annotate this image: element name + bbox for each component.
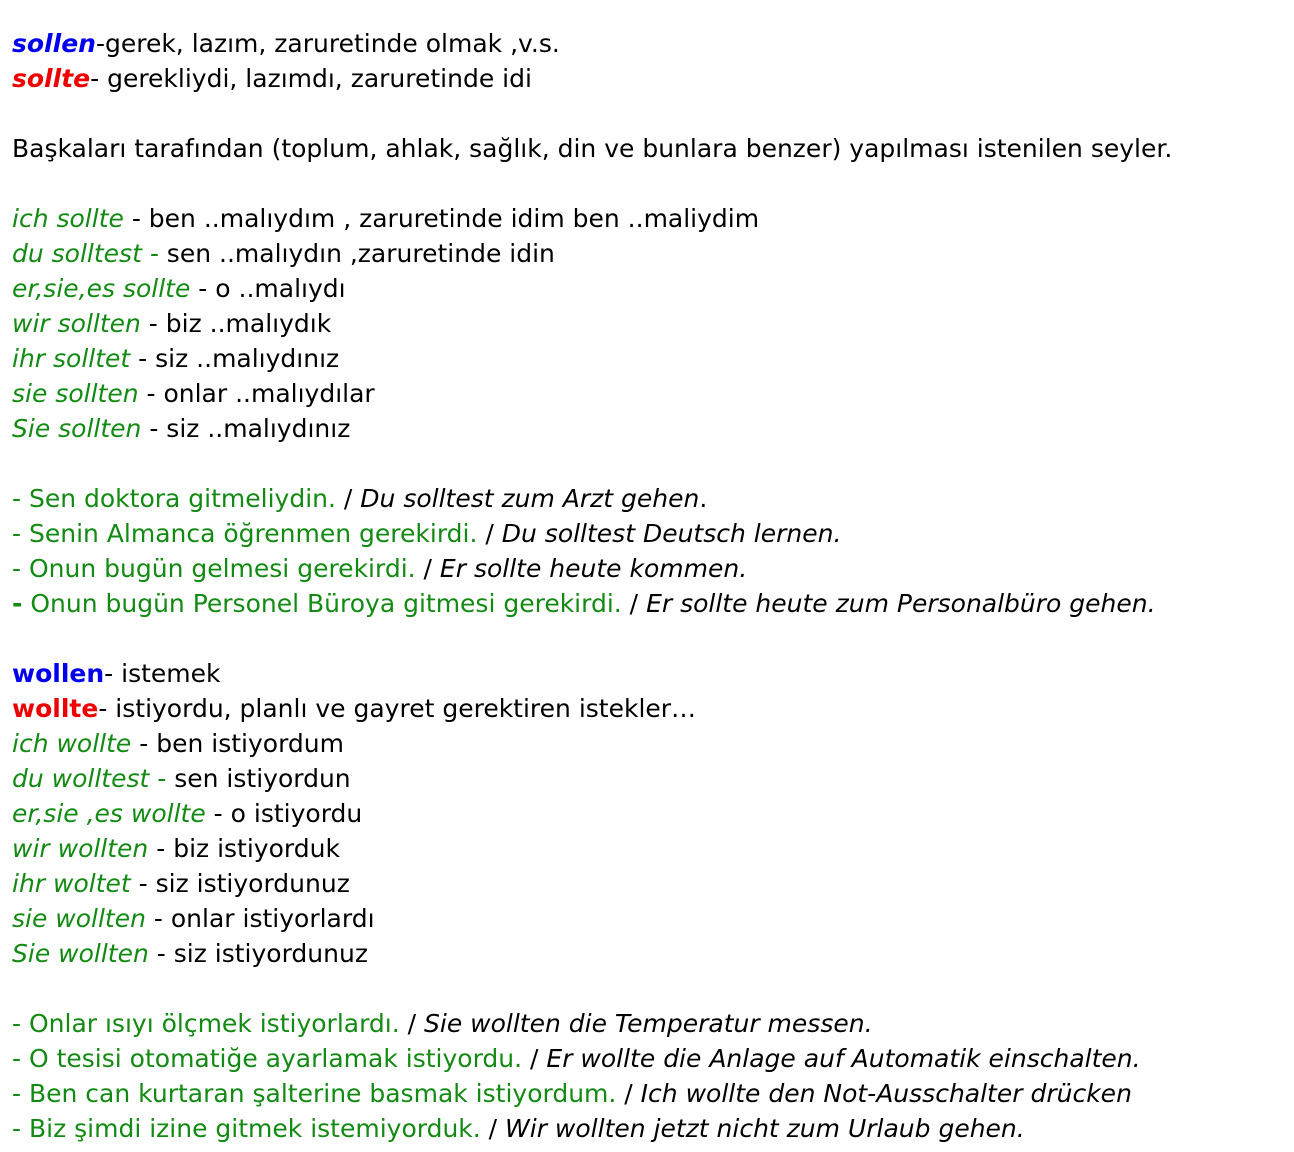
example-row bbox=[12, 1076, 1294, 1111]
example-dash: - bbox=[12, 589, 23, 618]
wollen-infinitive: wollen bbox=[12, 659, 105, 688]
example-row bbox=[12, 1111, 1294, 1146]
conjugation-row bbox=[12, 236, 1294, 271]
example-dash: - bbox=[12, 554, 22, 583]
conjugation-meaning: - biz ..malıydık bbox=[140, 309, 332, 338]
conjugation-form: ich wollte bbox=[12, 729, 132, 758]
example-german: Er sollte heute zum Personalbüro gehen. bbox=[646, 589, 1156, 618]
example-separator: / bbox=[335, 484, 361, 513]
example-row bbox=[12, 1006, 1294, 1041]
example-german: Er wollte die Anlage auf Automatik einschalten. bbox=[546, 1044, 1141, 1073]
spacer bbox=[12, 446, 1294, 481]
spacer bbox=[12, 96, 1294, 131]
sollen-past: sollte bbox=[12, 64, 91, 93]
sollen-examples-list bbox=[12, 481, 1294, 621]
conjugation-row bbox=[12, 796, 1294, 831]
conjugation-form: er,sie ,es wollte bbox=[12, 799, 206, 828]
conjugation-row bbox=[12, 306, 1294, 341]
example-dash: - bbox=[12, 1009, 22, 1038]
conjugation-row bbox=[12, 936, 1294, 971]
sollen-infinitive: sollen bbox=[12, 29, 96, 58]
conjugation-meaning: sen ..malıydın ,zaruretinde idin bbox=[158, 239, 555, 268]
example-row bbox=[12, 481, 1294, 516]
conjugation-row bbox=[12, 201, 1294, 236]
wollen-past: wollte bbox=[12, 694, 99, 723]
example-turkish: Sen doktora gitmeliydin. bbox=[21, 484, 336, 513]
conjugation-form: ich sollte bbox=[12, 204, 124, 233]
sollen-infinitive-meaning: -gerek, lazım, zaruretinde olmak ,v.s. bbox=[95, 29, 560, 58]
conjugation-row bbox=[12, 271, 1294, 306]
document-body bbox=[12, 26, 1294, 1146]
conjugation-meaning: - onlar ..malıydılar bbox=[138, 379, 375, 408]
conjugation-row bbox=[12, 901, 1294, 936]
example-turkish: Onlar ısıyı ölçmek istiyorlardı. bbox=[21, 1009, 400, 1038]
example-german: Ich wollte den Not-Ausschalter drücken bbox=[640, 1079, 1132, 1108]
conjugation-form: ihr solltet bbox=[12, 344, 131, 373]
example-turkish: Biz şimdi izine gitmek istemiyorduk. bbox=[21, 1114, 481, 1143]
conjugation-form: ihr woltet bbox=[12, 869, 131, 898]
example-separator: / bbox=[480, 1114, 506, 1143]
conjugation-form: wir sollten bbox=[12, 309, 141, 338]
conjugation-meaning: - biz istiyorduk bbox=[148, 834, 340, 863]
wollen-infinitive-meaning: - istemek bbox=[104, 659, 221, 688]
wollen-conjugation-list bbox=[12, 726, 1294, 971]
conjugation-form: Sie sollten bbox=[12, 414, 142, 443]
example-turkish: Ben can kurtaran şalterine basmak istiyordum. bbox=[21, 1079, 617, 1108]
example-dash: - bbox=[12, 1114, 22, 1143]
example-turkish: Senin Almanca öğrenmen gerekirdi. bbox=[21, 519, 478, 548]
conjugation-row bbox=[12, 376, 1294, 411]
example-row bbox=[12, 1041, 1294, 1076]
example-separator: / bbox=[415, 554, 440, 583]
example-turkish: O tesisi otomatiğe ayarlamak istiyordu. bbox=[21, 1044, 523, 1073]
example-turkish: Onun bugün gelmesi gerekirdi. bbox=[21, 554, 416, 583]
conjugation-form: er,sie,es sollte bbox=[12, 274, 191, 303]
example-german: Sie wollten die Temperatur messen. bbox=[424, 1009, 873, 1038]
conjugation-meaning: - siz ..malıydınız bbox=[130, 344, 340, 373]
wollte-definition bbox=[12, 691, 1294, 726]
wollen-past-meaning: - istiyordu, planlı ve gayret gerektiren istekler… bbox=[98, 694, 697, 723]
sollen-explanation: Başkaları tarafından (toplum, ahlak, sağlık, din ve bunlara benzer) yapılması istenilen seyler. bbox=[12, 134, 1173, 163]
example-german: Er sollte heute kommen. bbox=[439, 554, 748, 583]
example-dash: - bbox=[12, 484, 22, 513]
example-german: Wir wollten jetzt nicht zum Urlaub gehen. bbox=[505, 1114, 1025, 1143]
conjugation-row bbox=[12, 866, 1294, 901]
conjugation-form: du solltest - bbox=[12, 239, 159, 268]
example-row bbox=[12, 551, 1294, 586]
conjugation-form: sie wollten bbox=[12, 904, 146, 933]
example-turkish: Onun bugün Personel Büroya gitmesi gerekirdi. bbox=[22, 589, 622, 618]
conjugation-meaning: - o istiyordu bbox=[205, 799, 363, 828]
example-dash: - bbox=[12, 1079, 22, 1108]
conjugation-row bbox=[12, 341, 1294, 376]
example-separator: / bbox=[399, 1009, 425, 1038]
conjugation-form: sie sollten bbox=[12, 379, 139, 408]
example-dash: - bbox=[12, 519, 22, 548]
example-row bbox=[12, 516, 1294, 551]
conjugation-meaning: - o ..malıydı bbox=[190, 274, 346, 303]
example-row bbox=[12, 586, 1294, 621]
spacer bbox=[12, 166, 1294, 201]
example-separator: / bbox=[477, 519, 502, 548]
spacer bbox=[12, 621, 1294, 656]
wollen-examples-list bbox=[12, 1006, 1294, 1146]
sollen-conjugation-list bbox=[12, 201, 1294, 446]
conjugation-row bbox=[12, 726, 1294, 761]
conjugation-row bbox=[12, 411, 1294, 446]
conjugation-row bbox=[12, 831, 1294, 866]
example-end: . bbox=[699, 484, 708, 513]
conjugation-form: Sie wollten bbox=[12, 939, 149, 968]
example-separator: / bbox=[522, 1044, 547, 1073]
conjugation-meaning: - ben istiyordum bbox=[131, 729, 344, 758]
conjugation-meaning: - siz ..malıydınız bbox=[141, 414, 351, 443]
example-german: Du solltest zum Arzt gehen bbox=[360, 484, 700, 513]
conjugation-row bbox=[12, 761, 1294, 796]
conjugation-form: wir wollten bbox=[12, 834, 149, 863]
sollen-definition bbox=[12, 26, 1294, 61]
spacer bbox=[12, 971, 1294, 1006]
example-separator: / bbox=[616, 1079, 641, 1108]
conjugation-meaning: - onlar istiyorlardı bbox=[145, 904, 375, 933]
sollte-definition bbox=[12, 61, 1294, 96]
conjugation-meaning: sen istiyordun bbox=[166, 764, 351, 793]
conjugation-form: du wolltest - bbox=[12, 764, 167, 793]
sollen-past-meaning: - gerekliydi, lazımdı, zaruretinde idi bbox=[90, 64, 532, 93]
conjugation-meaning: - siz istiyordunuz bbox=[130, 869, 350, 898]
conjugation-meaning: - siz istiyordunuz bbox=[148, 939, 368, 968]
wollen-definition bbox=[12, 656, 1294, 691]
conjugation-meaning: - ben ..malıydım , zaruretinde idim ben ..maliydim bbox=[123, 204, 760, 233]
example-separator: / bbox=[621, 589, 647, 618]
example-german: Du solltest Deutsch lernen. bbox=[501, 519, 842, 548]
example-dash: - bbox=[12, 1044, 22, 1073]
